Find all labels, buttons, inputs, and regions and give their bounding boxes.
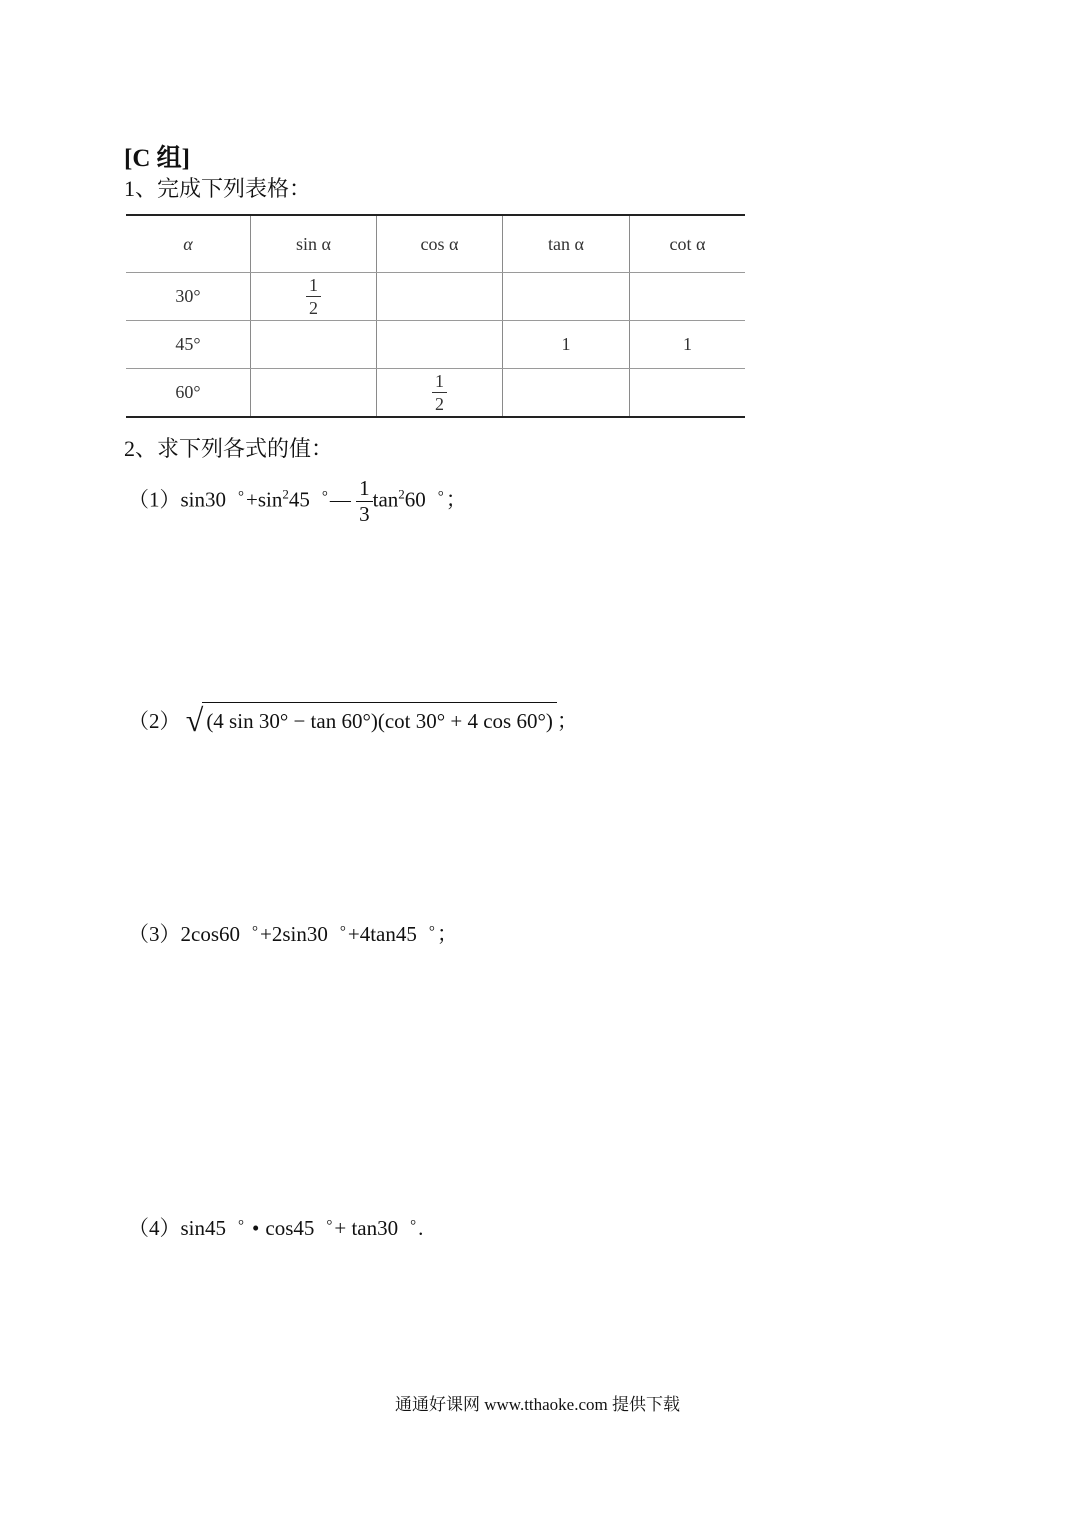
cell-sin-45 [251,321,377,369]
header-cos: cos α [377,215,503,273]
cell-cot-60 [630,369,746,418]
cell-angle: 60° [126,369,251,418]
fraction-one-third: $\frac{1}{3}$ [356,478,373,525]
problem-3: （3）2cos60 °+2sin30 °+4tan45 °； [128,922,458,946]
radical-sign-icon: √ [185,702,204,738]
table-row-45 [126,321,745,369]
group-title: [C 组] [124,145,190,172]
cell-tan-45: 1 [503,321,630,369]
problem-1: （1）sin30 $^\circ+\sin^245$ °— $\frac{1}{3}$ $\tan^260$ °； [128,476,467,526]
header-cot: cot α [630,215,746,273]
trig-values-table [126,214,745,418]
fraction: $\frac{1}{2}$ [306,276,321,317]
problem-4: （4）sin45 ° • cos45 °+ tan30 °. [128,1216,424,1240]
table-header-row [126,215,745,273]
cell-cos-60 [377,369,503,418]
cell-cos-30 [377,273,503,321]
cell-cot-30 [630,273,746,321]
cell-sin-30 [251,273,377,321]
cell-angle: 45° [126,321,251,369]
cell-tan-60 [503,369,630,418]
header-alpha: α [126,215,251,273]
table-row-30 [126,273,745,321]
cell-angle: 30° [126,273,251,321]
question-2-heading: 2、求下列各式的值： [124,436,334,461]
question-1-heading: 1、完成下列表格： [124,176,312,201]
cell-cot-45: 1 [630,321,746,369]
table-row-60 [126,369,745,418]
problem-2: （2） √ (4 sin 30° − tan 60°)(cot 30° + 4 cos 60°) ； [128,702,578,738]
header-tan: tan α [503,215,630,273]
cell-cos-45 [377,321,503,369]
square-root: √ (4 sin 30° − tan 60°)(cot 30° + 4 cos 60°) [186,702,557,738]
fraction: $\frac{1}{2}$ [432,372,447,413]
page-footer: 通通好课网 www.tthaoke.com 提供下载 [394,1395,681,1414]
cell-sin-60 [251,369,377,418]
cell-tan-30 [503,273,630,321]
header-sin: sin α [251,215,377,273]
